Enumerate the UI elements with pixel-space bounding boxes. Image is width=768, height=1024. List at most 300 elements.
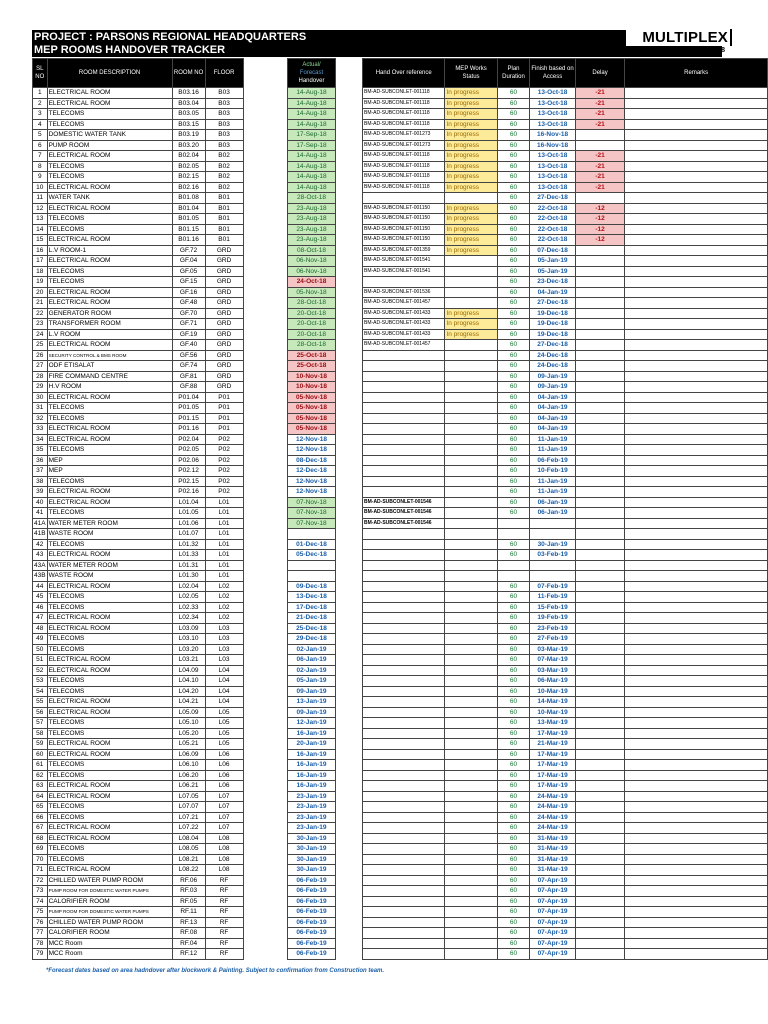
col-delay: Delay bbox=[575, 59, 625, 88]
row-description: PUMP ROOM FOR DOMESTIC WATER PUMPS bbox=[47, 907, 172, 918]
row-remarks bbox=[625, 245, 768, 256]
table-row bbox=[33, 886, 244, 897]
row-handover-reference: BM-AD-SUBCONLET-001433 bbox=[363, 319, 445, 330]
row-floor: L03 bbox=[205, 644, 243, 655]
row-delay bbox=[575, 392, 625, 403]
table-row bbox=[33, 844, 244, 855]
table-row bbox=[288, 172, 336, 183]
row-delay bbox=[575, 781, 625, 792]
table-row bbox=[33, 193, 244, 204]
row-plan-duration: 60 bbox=[497, 130, 530, 141]
row-remarks bbox=[625, 550, 768, 561]
row-forecast-date: 23-Jan-19 bbox=[288, 812, 336, 823]
table-row bbox=[363, 371, 768, 382]
row-floor: B01 bbox=[205, 235, 243, 246]
row-finish-date: 11-Jan-19 bbox=[530, 487, 575, 498]
table-row bbox=[363, 760, 768, 771]
row-mep-status bbox=[445, 865, 497, 876]
table-row bbox=[288, 109, 336, 120]
row-handover-reference bbox=[363, 634, 445, 645]
table-row bbox=[363, 203, 768, 214]
table-row bbox=[33, 329, 244, 340]
row-floor: L01 bbox=[205, 518, 243, 529]
row-description: ELECTRICAL ROOM bbox=[47, 613, 172, 624]
row-floor: RF bbox=[205, 907, 243, 918]
table-row bbox=[33, 508, 244, 519]
row-description: ELECTRICAL ROOM bbox=[47, 550, 172, 561]
row-mep-status bbox=[445, 896, 497, 907]
row-handover-reference: BM-AD-SUBCONLET-001273 bbox=[363, 140, 445, 151]
row-handover-reference bbox=[363, 844, 445, 855]
table-row bbox=[288, 151, 336, 162]
row-plan-duration: 60 bbox=[497, 613, 530, 624]
row-forecast-date: 13-Jan-19 bbox=[288, 697, 336, 708]
row-finish-date: 06-Feb-19 bbox=[530, 455, 575, 466]
row-remarks bbox=[625, 749, 768, 760]
row-sl: 45 bbox=[33, 592, 48, 603]
row-mep-status bbox=[445, 928, 497, 939]
row-sl: 44 bbox=[33, 581, 48, 592]
row-delay bbox=[575, 571, 625, 582]
row-forecast-date: 09-Jan-19 bbox=[288, 686, 336, 697]
row-description: TELECOMS bbox=[47, 539, 172, 550]
row-plan-duration: 60 bbox=[497, 298, 530, 309]
row-remarks bbox=[625, 214, 768, 225]
row-sl: 39 bbox=[33, 487, 48, 498]
row-floor: B01 bbox=[205, 224, 243, 235]
table-row bbox=[288, 739, 336, 750]
row-finish-date: 07-Apr-19 bbox=[530, 938, 575, 949]
table-row bbox=[288, 928, 336, 939]
row-remarks bbox=[625, 760, 768, 771]
table-row bbox=[363, 235, 768, 246]
table-row bbox=[363, 571, 768, 582]
row-room-no: L08.22 bbox=[172, 865, 205, 876]
table-row bbox=[33, 245, 244, 256]
row-handover-reference: BM-AD-SUBCONLET-001433 bbox=[363, 329, 445, 340]
row-mep-status bbox=[445, 833, 497, 844]
row-delay bbox=[575, 844, 625, 855]
row-finish-date: 17-Mar-19 bbox=[530, 728, 575, 739]
row-plan-duration: 60 bbox=[497, 728, 530, 739]
row-remarks bbox=[625, 413, 768, 424]
row-finish-date bbox=[530, 560, 575, 571]
row-description: TELECOMS bbox=[47, 760, 172, 771]
row-room-no: L06.21 bbox=[172, 781, 205, 792]
table-row bbox=[363, 644, 768, 655]
row-sl: 73 bbox=[33, 886, 48, 897]
row-remarks bbox=[625, 518, 768, 529]
row-floor: L07 bbox=[205, 802, 243, 813]
row-sl: 24 bbox=[33, 329, 48, 340]
row-finish-date: 11-Jan-19 bbox=[530, 445, 575, 456]
row-plan-duration: 60 bbox=[497, 109, 530, 120]
row-delay bbox=[575, 697, 625, 708]
row-sl: 30 bbox=[33, 392, 48, 403]
row-mep-status bbox=[445, 886, 497, 897]
row-room-no: GF.72 bbox=[172, 245, 205, 256]
row-remarks bbox=[625, 865, 768, 876]
row-handover-reference bbox=[363, 802, 445, 813]
table-row bbox=[288, 623, 336, 634]
row-room-no: P02.06 bbox=[172, 455, 205, 466]
row-mep-status: In progress bbox=[445, 214, 497, 225]
row-delay: -12 bbox=[575, 224, 625, 235]
row-room-no: L01.31 bbox=[172, 560, 205, 571]
row-forecast-date: 24-Oct-18 bbox=[288, 277, 336, 288]
row-mep-status bbox=[445, 560, 497, 571]
row-description: TELECOMS bbox=[47, 854, 172, 865]
footnote: *Forecast dates based on area hadndover after blockwork & Painting. Subject to confirmation from Construction team. bbox=[46, 968, 385, 974]
row-mep-status bbox=[445, 613, 497, 624]
row-remarks bbox=[625, 119, 768, 130]
row-floor: B03 bbox=[205, 119, 243, 130]
row-room-no: L03.20 bbox=[172, 644, 205, 655]
row-forecast-date: 06-Feb-19 bbox=[288, 875, 336, 886]
row-floor: GRD bbox=[205, 277, 243, 288]
row-mep-status: In progress bbox=[445, 308, 497, 319]
row-handover-reference bbox=[363, 718, 445, 729]
row-description: TELECOMS bbox=[47, 476, 172, 487]
row-sl: 43 bbox=[33, 550, 48, 561]
row-floor: L02 bbox=[205, 581, 243, 592]
row-forecast-date: 28-Oct-18 bbox=[288, 298, 336, 309]
row-remarks bbox=[625, 812, 768, 823]
row-sl: 4 bbox=[33, 119, 48, 130]
table-row bbox=[363, 529, 768, 540]
row-room-no: L01.05 bbox=[172, 508, 205, 519]
row-finish-date: 13-Oct-18 bbox=[530, 109, 575, 120]
row-mep-status: In progress bbox=[445, 319, 497, 330]
row-mep-status bbox=[445, 728, 497, 739]
table-row bbox=[288, 823, 336, 834]
row-remarks bbox=[625, 497, 768, 508]
row-handover-reference bbox=[363, 602, 445, 613]
table-row bbox=[288, 844, 336, 855]
row-floor: RF bbox=[205, 938, 243, 949]
row-forecast-date: 17-Sep-18 bbox=[288, 140, 336, 151]
row-handover-reference bbox=[363, 455, 445, 466]
row-sl: 41 bbox=[33, 508, 48, 519]
row-forecast-date: 06-Nov-18 bbox=[288, 266, 336, 277]
row-delay bbox=[575, 760, 625, 771]
row-description: ELECTRICAL ROOM bbox=[47, 235, 172, 246]
row-room-no: L04.21 bbox=[172, 697, 205, 708]
row-room-no: L05.20 bbox=[172, 728, 205, 739]
row-mep-status bbox=[445, 466, 497, 477]
row-finish-date: 27-Dec-18 bbox=[530, 340, 575, 351]
row-handover-reference: BM-AD-SUBCONLET-001118 bbox=[363, 182, 445, 193]
row-plan-duration: 60 bbox=[497, 277, 530, 288]
table-row bbox=[33, 256, 244, 267]
table-row bbox=[363, 676, 768, 687]
row-room-no: GF.48 bbox=[172, 298, 205, 309]
row-description: ELECTRICAL ROOM bbox=[47, 424, 172, 435]
row-delay bbox=[575, 634, 625, 645]
row-room-no: L03.21 bbox=[172, 655, 205, 666]
table-row bbox=[288, 193, 336, 204]
table-row bbox=[33, 361, 244, 372]
row-remarks bbox=[625, 886, 768, 897]
row-plan-duration: 60 bbox=[497, 791, 530, 802]
row-remarks bbox=[625, 340, 768, 351]
row-mep-status bbox=[445, 634, 497, 645]
row-sl: 26 bbox=[33, 350, 48, 361]
row-sl: 61 bbox=[33, 760, 48, 771]
row-sl: 59 bbox=[33, 739, 48, 750]
row-mep-status bbox=[445, 907, 497, 918]
row-sl: 41B bbox=[34, 530, 46, 537]
row-delay bbox=[575, 256, 625, 267]
table-row bbox=[288, 455, 336, 466]
row-delay bbox=[575, 424, 625, 435]
table-row bbox=[363, 298, 768, 309]
row-plan-duration: 60 bbox=[497, 739, 530, 750]
row-floor: L07 bbox=[205, 791, 243, 802]
row-plan-duration: 60 bbox=[497, 707, 530, 718]
row-mep-status bbox=[445, 917, 497, 928]
row-finish-date: 06-Jan-19 bbox=[530, 497, 575, 508]
row-remarks bbox=[625, 88, 768, 99]
row-floor: GRD bbox=[205, 382, 243, 393]
row-floor: B02 bbox=[205, 151, 243, 162]
row-finish-date: 13-Oct-18 bbox=[530, 182, 575, 193]
row-description: TELECOMS bbox=[47, 224, 172, 235]
table-row bbox=[288, 235, 336, 246]
table-row bbox=[363, 728, 768, 739]
row-remarks bbox=[625, 529, 768, 540]
row-handover-reference bbox=[363, 739, 445, 750]
row-remarks bbox=[625, 665, 768, 676]
row-floor: L02 bbox=[205, 592, 243, 603]
row-forecast-date: 30-Jan-19 bbox=[288, 844, 336, 855]
row-forecast-date: 20-Oct-18 bbox=[288, 319, 336, 330]
row-remarks bbox=[625, 928, 768, 939]
row-sl: 68 bbox=[33, 833, 48, 844]
row-handover-reference bbox=[363, 403, 445, 414]
row-delay bbox=[575, 938, 625, 949]
row-floor: L05 bbox=[205, 707, 243, 718]
row-plan-duration: 60 bbox=[497, 245, 530, 256]
row-handover-reference: BM-AD-SUBCONLET-001118 bbox=[363, 88, 445, 99]
row-floor: L08 bbox=[205, 865, 243, 876]
row-floor: L06 bbox=[205, 781, 243, 792]
table-row bbox=[33, 445, 244, 456]
row-plan-duration: 60 bbox=[497, 172, 530, 183]
row-description: TELECOMS bbox=[47, 686, 172, 697]
row-forecast-date: 07-Nov-18 bbox=[288, 518, 336, 529]
row-floor: L01 bbox=[205, 508, 243, 519]
row-remarks bbox=[625, 329, 768, 340]
table-row bbox=[33, 88, 244, 99]
table-row bbox=[288, 287, 336, 298]
row-forecast-date bbox=[288, 529, 336, 540]
row-description: ELECTRICAL ROOM bbox=[47, 707, 172, 718]
row-room-no: GF.16 bbox=[172, 287, 205, 298]
row-description: ELECTRICAL ROOM bbox=[47, 697, 172, 708]
row-floor: L04 bbox=[205, 686, 243, 697]
table-row bbox=[363, 539, 768, 550]
table-row bbox=[363, 896, 768, 907]
row-handover-reference: BM-AD-SUBCONLET-001150 bbox=[363, 224, 445, 235]
row-finish-date: 10-Feb-19 bbox=[530, 466, 575, 477]
table-row bbox=[363, 277, 768, 288]
row-floor: L08 bbox=[205, 844, 243, 855]
table-row bbox=[33, 686, 244, 697]
row-description: ELECTRICAL ROOM bbox=[47, 256, 172, 267]
row-sl: 31 bbox=[33, 403, 48, 414]
row-floor: L01 bbox=[205, 560, 243, 571]
row-room-no: B01.16 bbox=[172, 235, 205, 246]
row-room-no: L08.05 bbox=[172, 844, 205, 855]
row-handover-reference bbox=[363, 371, 445, 382]
row-floor: L01 bbox=[205, 539, 243, 550]
row-floor: GRD bbox=[205, 319, 243, 330]
row-room-no: RF.04 bbox=[172, 938, 205, 949]
row-mep-status bbox=[445, 266, 497, 277]
project-title: PROJECT : PARSONS REGIONAL HEADQUARTERS bbox=[34, 31, 307, 43]
row-room-no: GF.70 bbox=[172, 308, 205, 319]
table-row bbox=[33, 298, 244, 309]
row-finish-date: 31-Mar-19 bbox=[530, 854, 575, 865]
row-sl: 19 bbox=[33, 277, 48, 288]
row-plan-duration bbox=[497, 518, 530, 529]
row-sl: 50 bbox=[33, 644, 48, 655]
row-sl: 53 bbox=[33, 676, 48, 687]
row-remarks bbox=[625, 392, 768, 403]
row-forecast-date: 21-Dec-18 bbox=[288, 613, 336, 624]
row-description: WATER METER ROOM bbox=[47, 560, 172, 571]
row-delay bbox=[575, 445, 625, 456]
row-mep-status bbox=[445, 844, 497, 855]
row-plan-duration: 60 bbox=[497, 802, 530, 813]
row-plan-duration: 60 bbox=[497, 151, 530, 162]
row-handover-reference: BM-AD-SUBCONLET-001546 bbox=[363, 508, 445, 519]
row-delay bbox=[575, 823, 625, 834]
row-plan-duration: 60 bbox=[497, 193, 530, 204]
row-forecast-date: 05-Nov-18 bbox=[288, 413, 336, 424]
row-remarks bbox=[625, 350, 768, 361]
row-delay bbox=[575, 382, 625, 393]
row-description: TELECOMS bbox=[47, 109, 172, 120]
row-forecast-date: 20-Oct-18 bbox=[288, 329, 336, 340]
row-plan-duration bbox=[497, 529, 530, 540]
row-room-no: L07.05 bbox=[172, 791, 205, 802]
row-forecast-date: 06-Feb-19 bbox=[288, 886, 336, 897]
row-finish-date: 11-Jan-19 bbox=[530, 476, 575, 487]
row-delay bbox=[575, 728, 625, 739]
table-row bbox=[363, 581, 768, 592]
row-remarks bbox=[625, 130, 768, 141]
row-sl: 74 bbox=[33, 896, 48, 907]
row-finish-date: 22-Oct-18 bbox=[530, 224, 575, 235]
row-forecast-date: 14-Aug-18 bbox=[288, 88, 336, 99]
row-mep-status: In progress bbox=[445, 245, 497, 256]
row-room-no: L02.33 bbox=[172, 602, 205, 613]
row-floor: GRD bbox=[205, 371, 243, 382]
row-remarks bbox=[625, 224, 768, 235]
row-plan-duration: 60 bbox=[497, 214, 530, 225]
row-room-no: RF.13 bbox=[172, 917, 205, 928]
row-room-no: RF.06 bbox=[172, 875, 205, 886]
row-plan-duration: 60 bbox=[497, 88, 530, 99]
table-row bbox=[33, 172, 244, 183]
table-row bbox=[363, 697, 768, 708]
table-row bbox=[33, 581, 244, 592]
row-sl: 37 bbox=[33, 466, 48, 477]
row-description: ELECTRICAL ROOM bbox=[47, 203, 172, 214]
row-delay: -21 bbox=[575, 172, 625, 183]
table-row bbox=[288, 340, 336, 351]
row-finish-date: 14-Mar-19 bbox=[530, 697, 575, 708]
row-floor: P02 bbox=[205, 445, 243, 456]
row-handover-reference bbox=[363, 655, 445, 666]
table-row bbox=[288, 602, 336, 613]
row-handover-reference: BM-AD-SUBCONLET-001150 bbox=[363, 235, 445, 246]
row-sl: 32 bbox=[33, 413, 48, 424]
row-remarks bbox=[625, 455, 768, 466]
table-row bbox=[288, 382, 336, 393]
row-delay bbox=[575, 613, 625, 624]
row-handover-reference bbox=[363, 529, 445, 540]
row-sl: 13 bbox=[33, 214, 48, 225]
row-mep-status bbox=[445, 949, 497, 960]
row-mep-status bbox=[445, 571, 497, 582]
row-floor: L05 bbox=[205, 739, 243, 750]
row-sl: 43A bbox=[34, 561, 46, 569]
row-sl: 36 bbox=[33, 455, 48, 466]
table-row bbox=[363, 518, 768, 529]
table-row bbox=[363, 854, 768, 865]
row-mep-status bbox=[445, 770, 497, 781]
row-description: ELECTRICAL ROOM bbox=[47, 151, 172, 162]
table-row bbox=[288, 760, 336, 771]
row-floor: L07 bbox=[205, 823, 243, 834]
row-mep-status: In progress bbox=[445, 172, 497, 183]
row-mep-status bbox=[445, 686, 497, 697]
row-mep-status bbox=[445, 875, 497, 886]
row-sl: 40 bbox=[33, 497, 48, 508]
row-forecast-date: 14-Aug-18 bbox=[288, 161, 336, 172]
row-floor: P01 bbox=[205, 392, 243, 403]
table-row bbox=[33, 119, 244, 130]
row-floor: L06 bbox=[205, 749, 243, 760]
row-delay bbox=[575, 298, 625, 309]
row-room-no: P01.04 bbox=[172, 392, 205, 403]
row-description: TELECOMS bbox=[47, 676, 172, 687]
row-forecast-date: 28-Oct-18 bbox=[288, 340, 336, 351]
row-handover-reference bbox=[363, 571, 445, 582]
row-floor: L08 bbox=[205, 833, 243, 844]
row-mep-status bbox=[445, 392, 497, 403]
table-row bbox=[363, 718, 768, 729]
row-description: ELECTRICAL ROOM bbox=[47, 781, 172, 792]
row-finish-date: 13-Oct-18 bbox=[530, 119, 575, 130]
row-floor: B02 bbox=[205, 161, 243, 172]
row-room-no: L01.32 bbox=[172, 539, 205, 550]
row-delay bbox=[575, 518, 625, 529]
row-sl: 15 bbox=[33, 235, 48, 246]
table-row bbox=[363, 508, 768, 519]
row-plan-duration: 60 bbox=[497, 329, 530, 340]
row-room-no: RF.11 bbox=[172, 907, 205, 918]
row-sl: 38 bbox=[33, 476, 48, 487]
row-finish-date: 13-Oct-18 bbox=[530, 161, 575, 172]
row-room-no: L04.10 bbox=[172, 676, 205, 687]
row-delay bbox=[575, 949, 625, 960]
row-sl: 3 bbox=[33, 109, 48, 120]
row-finish-date: 11-Jan-19 bbox=[530, 434, 575, 445]
